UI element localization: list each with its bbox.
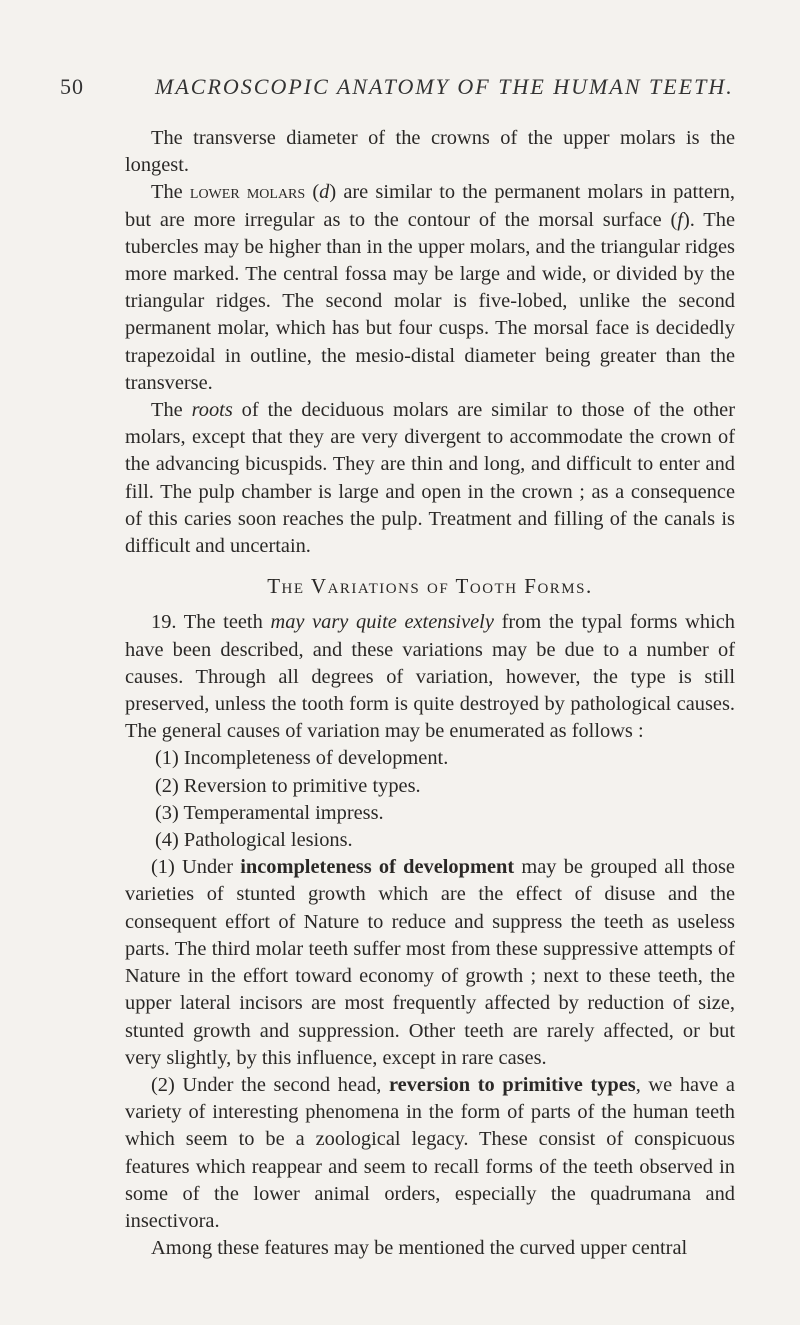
term-roots: roots — [191, 399, 233, 422]
page-number: 50 — [60, 74, 84, 99]
term-lower-molars: lower molars — [189, 181, 306, 204]
emphasis-may-vary: may vary quite extensively — [270, 611, 494, 634]
text-run: The — [151, 181, 183, 204]
text-run: ( — [305, 181, 320, 204]
term-reversion: reversion to primitive types — [388, 1073, 636, 1096]
text-run: of the deciduous molars are similar to those of the other molars, except that they are very divergent to accommodate the crown of the advancing bicuspids. They are thin and long, and difficult to enter and fill. The pulp chamber is large and open in the crown ; as a consequence of this caries soon reaches the pulp. Treatment and filling of the canals is difficult and uncertain. — [125, 399, 735, 558]
term-incompleteness: incompleteness of development — [240, 856, 515, 879]
paragraph-reversion — [125, 1072, 735, 1235]
text-run: , we have a variety of interesting phenomena in the form of parts of the human teeth which seem to be a zoological legacy. These consist of conspicuous features which reappear and seem to recall forms of the teeth observed in some of the lower animal orders, especially the quadrumana and insectivora. — [125, 1073, 735, 1232]
paragraph-incompleteness — [125, 854, 735, 1072]
text-run: (1) Under — [151, 856, 241, 879]
text-run: ) are similar to the permanent molars in pattern, but are more irregular as to the contour of the morsal surface ( — [125, 181, 735, 231]
list-item: (3) Temperamental impress. — [155, 801, 384, 824]
text-run: 19. The teeth — [151, 611, 271, 634]
text-run: The — [151, 399, 192, 422]
text-run: may be grouped all those varieties of stunted growth which are the effect of disuse and the consequent effort of Nature to reduce and suppress the teeth as useless parts. The third molar teeth suffer most from these suppressive attempts of Nature in the effort toward economy of growth ; next to these teeth, the upper lateral incisors are most frequently affected by reduction of size, stunted growth and suppression. Other teeth are rarely affected, or but very slightly, by this influence, except in rare cases. — [125, 856, 735, 1069]
figure-ref-d: d — [319, 181, 330, 204]
text-run: (2) Under the second head, — [151, 1073, 389, 1096]
paragraph-among-features: Among these features may be mentioned the curved upper central — [151, 1237, 688, 1260]
paragraph-roots — [125, 397, 735, 560]
list-item: (4) Pathological lesions. — [155, 829, 353, 852]
list-item: (2) Reversion to primitive types. — [155, 774, 421, 797]
running-title: MACROSCOPIC ANATOMY OF THE HUMAN TEETH. — [155, 74, 734, 99]
section-heading: The Variations of Tooth Forms. — [267, 574, 593, 599]
text-run: ). The tubercles may be higher than in the upper molars, and the triangular ridges more marked. The central fossa may be large and wide, or divided by the triangular ridges. The second molar is five-lobed, unlike the second permanent molar, which has but four cusps. The morsal face is decidedly trapezoidal in outline, the mesio-distal diameter being greater than the transverse. — [125, 208, 736, 394]
text-run: from the typal forms which have been described, and these variations may be due to a number of causes. Through all degrees of variation, however, the type is still preserved, unless the tooth form is quite destroyed by pathological causes. The general causes of variation may be enumerated as follows : — [125, 611, 735, 743]
paragraph-transverse-diameter: The transverse diameter of the crowns of the upper molars is the longest. — [125, 127, 735, 177]
body-text — [125, 125, 735, 1262]
paragraph-lower-molars — [125, 179, 735, 397]
figure-ref-f: f — [677, 208, 683, 231]
list-item: (1) Incompleteness of development. — [155, 747, 449, 770]
paragraph-variations — [125, 609, 735, 745]
